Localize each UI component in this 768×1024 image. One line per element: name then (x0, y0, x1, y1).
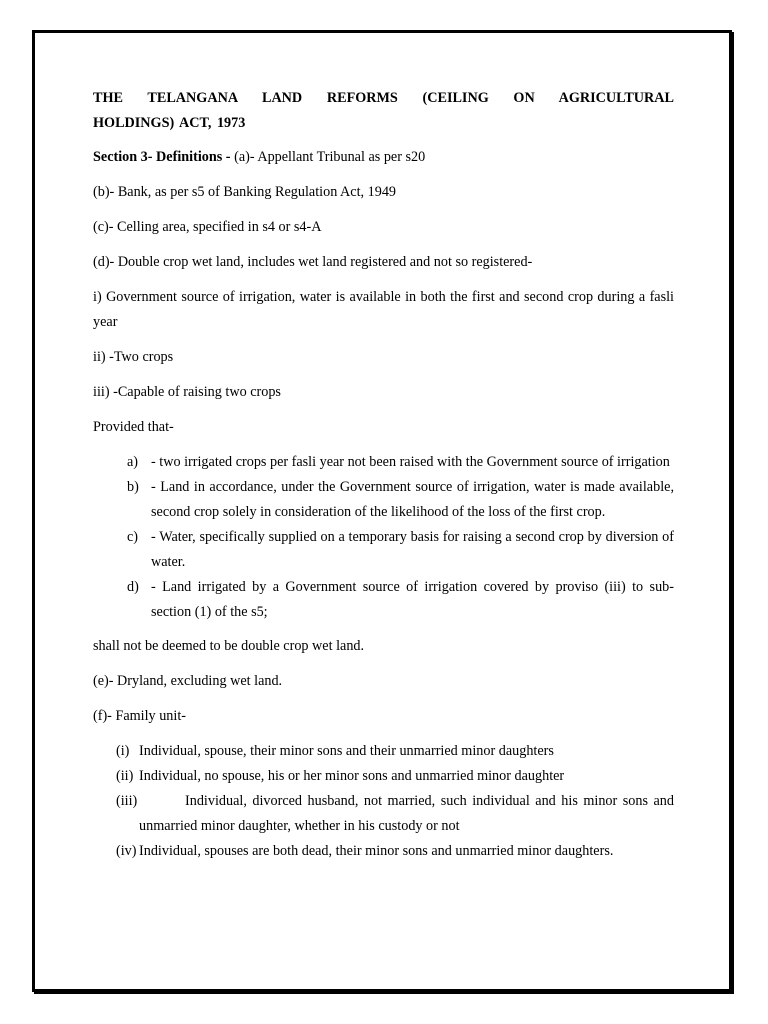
family-text: Individual, divorced husband, not married, such individual and his minor sons and unmarried minor daughter, whether in his custody or not (139, 793, 674, 834)
definition-d-iii: iii) -Capable of raising two crops (93, 384, 281, 400)
proviso-item (93, 575, 674, 625)
family-item (93, 839, 674, 864)
proviso-marker: c) (127, 529, 139, 545)
proviso-item (93, 525, 674, 575)
proviso-item (93, 450, 674, 475)
title-line-1: THE TELANGANA LAND REFORMS (CEILING ON AGRICULTURAL (93, 90, 674, 106)
definition-d: (d)- Double crop wet land, includes wet land registered and not so registered- (93, 254, 533, 270)
provided-that: Provided that- (93, 419, 174, 435)
proviso-text: - Water, specifically supplied on a temporary basis for raising a second crop by diversion of water. (151, 529, 674, 570)
family-unit-list (93, 739, 674, 864)
definition-e: (e)- Dryland, excluding wet land. (93, 673, 283, 689)
family-item (93, 739, 674, 764)
shall-not-clause: shall not be deemed to be double crop wet land. (93, 638, 365, 654)
family-item (93, 789, 674, 839)
family-text: Individual, spouse, their minor sons and their unmarried minor daughters (139, 743, 554, 759)
proviso-text: - Land irrigated by a Government source of irrigation covered by proviso (iii) to sub-section (1) of the s5; (151, 579, 674, 620)
family-marker: (i) (116, 743, 130, 759)
proviso-marker: b) (127, 479, 139, 495)
definition-c: (c)- Celling area, specified in s4 or s4-A (93, 219, 322, 235)
definition-a-text: (a)- Appellant Tribunal as per s20 (230, 149, 426, 165)
title-line-2: HOLDINGS) ACT, 1973 (93, 115, 246, 131)
family-text: Individual, no spouse, his or her minor sons and unmarried minor daughter (139, 768, 565, 784)
family-marker: (iv) (116, 843, 137, 859)
family-item (93, 764, 674, 789)
section-heading: Section 3- Definitions - (93, 149, 231, 165)
family-text: Individual, spouses are both dead, their minor sons and unmarried minor daughters. (139, 843, 614, 859)
proviso-marker: d) (127, 579, 139, 595)
family-marker: (iii) (116, 793, 138, 809)
family-marker: (ii) (116, 768, 134, 784)
proviso-text: - Land in accordance, under the Government source of irrigation, water is made available, second crop solely in consideration of the likelihood of the loss of the first crop. (151, 479, 674, 520)
definition-b: (b)- Bank, as per s5 of Banking Regulation Act, 1949 (93, 184, 397, 200)
proviso-item (93, 475, 674, 525)
definition-d-i: i) Government source of irrigation, water is available in both the first and second crop during a fasli year (93, 289, 674, 330)
definition-a (93, 145, 674, 170)
document-body (93, 86, 674, 864)
proviso-list (93, 450, 674, 625)
document-title (93, 86, 674, 136)
definition-f: (f)- Family unit- (93, 708, 186, 724)
proviso-marker: a) (127, 454, 139, 470)
proviso-text: - two irrigated crops per fasli year not been raised with the Government source of irrigation (151, 454, 670, 470)
definition-d-ii: ii) -Two crops (93, 349, 174, 365)
